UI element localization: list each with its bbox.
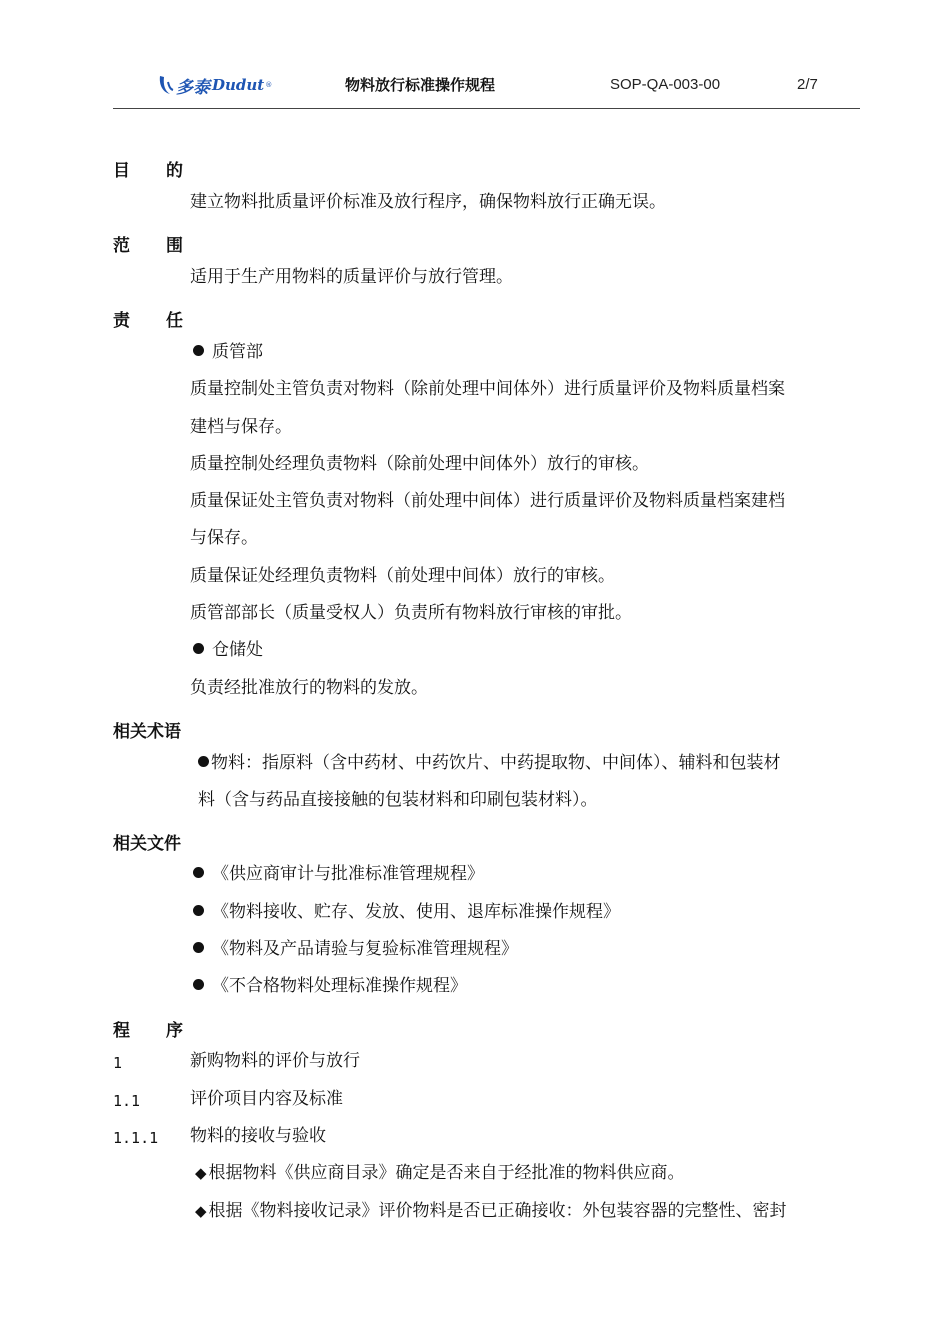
procedure-point-text: 根据《物料接收记录》评价物料是否已正确接收：外包装容器的完整性、密封	[208, 1201, 787, 1221]
scope-text: 适用于生产用物料的质量评价与放行管理。	[190, 267, 513, 287]
bullet-icon	[193, 942, 204, 953]
list-item-qa-dept	[193, 344, 263, 361]
related-doc-item	[193, 978, 467, 995]
bullet-icon	[193, 643, 204, 654]
diamond-bullet-icon: ◆	[195, 1202, 207, 1220]
logo-registered-mark: ®	[265, 81, 273, 89]
resp-line-6: 质量保证处经理负责物料（前处理中间体）放行的审核。	[190, 566, 615, 586]
document-title: 物料放行标准操作规程	[345, 76, 496, 94]
list-item-storage-dept	[193, 642, 263, 659]
bullet-icon	[193, 979, 204, 990]
related-doc-title: 《供应商审计与批准标准管理规程》	[212, 864, 484, 884]
resp-line-4: 质量保证处主管负责对物料（前处理中间体）进行质量评价及物料质量档案建档	[190, 491, 785, 511]
term-text-1: 物料：指原料（含中药材、中药饮片、中药提取物、中间体）、辅料和包装材	[211, 753, 781, 773]
section-title: 评价项目内容及标准	[190, 1089, 343, 1109]
resp-line-3: 质量控制处经理负责物料（除前处理中间体外）放行的审核。	[190, 454, 649, 474]
bullet-icon	[198, 756, 209, 767]
procedure-point-text: 根据物料《供应商目录》确定是否来自于经批准的物料供应商。	[208, 1163, 685, 1183]
heading-scope	[113, 231, 183, 256]
storage-line: 负责经批准放行的物料的发放。	[190, 678, 428, 698]
section-number: 1.1	[113, 1092, 141, 1110]
document-code: SOP-QA-003-00	[610, 76, 721, 93]
related-doc-item	[193, 904, 620, 921]
heading-proc-char2: 序	[166, 1021, 183, 1041]
purpose-text: 建立物料批质量评价标准及放行程序，确保物料放行正确无误。	[190, 192, 666, 212]
section-title: 新购物料的评价与放行	[190, 1051, 360, 1071]
related-doc-title: 《物料接收、贮存、发放、使用、退库标准操作规程》	[212, 902, 620, 922]
related-doc-title: 《不合格物料处理标准操作规程》	[212, 976, 467, 996]
heading-resp-char2: 任	[166, 311, 183, 331]
heading-procedure	[113, 1016, 183, 1041]
heading-terms: 相关术语	[113, 722, 181, 742]
term-line-1	[198, 755, 781, 772]
heading-related-docs: 相关文件	[113, 834, 181, 854]
procedure-point	[195, 1165, 685, 1182]
heading-scope-char2: 围	[166, 236, 183, 256]
section-number: 1.1.1	[113, 1129, 159, 1147]
procedure-point	[195, 1203, 787, 1220]
heading-purpose	[113, 156, 183, 181]
heading-resp-char1: 责	[113, 311, 130, 331]
related-doc-item	[193, 866, 484, 883]
storage-dept-label: 仓储处	[212, 640, 263, 660]
section-number: 1	[113, 1054, 123, 1072]
page-number: 2/7	[797, 76, 818, 93]
related-doc-item	[193, 941, 518, 958]
heading-proc-char1: 程	[113, 1021, 130, 1041]
logo-english-name: Dudut	[212, 76, 265, 94]
diamond-bullet-icon: ◆	[195, 1164, 207, 1182]
resp-line-2: 建档与保存。	[190, 417, 292, 437]
related-doc-title: 《物料及产品请验与复验标准管理规程》	[212, 939, 518, 959]
heading-purpose-char1: 目	[113, 161, 130, 181]
qa-dept-label: 质管部	[212, 342, 263, 362]
bullet-icon	[193, 905, 204, 916]
heading-purpose-char2: 的	[166, 161, 183, 181]
resp-line-1: 质量控制处主管负责对物料（除前处理中间体外）进行质量评价及物料质量档案	[190, 379, 785, 399]
bullet-icon	[193, 867, 204, 878]
heading-responsibility	[113, 306, 183, 331]
term-line-2: 料（含与药品直接接触的包装材料和印刷包装材料）。	[198, 790, 598, 810]
logo-chinese-name: 多泰	[176, 77, 210, 98]
logo-swoosh-icon	[158, 74, 174, 96]
company-logo	[158, 70, 272, 100]
section-title: 物料的接收与验收	[190, 1126, 326, 1146]
heading-scope-char1: 范	[113, 236, 130, 256]
resp-line-5: 与保存。	[190, 528, 258, 548]
resp-line-7: 质管部部长（质量受权人）负责所有物料放行审核的审批。	[190, 603, 632, 623]
header-divider	[113, 108, 860, 109]
bullet-icon	[193, 345, 204, 356]
